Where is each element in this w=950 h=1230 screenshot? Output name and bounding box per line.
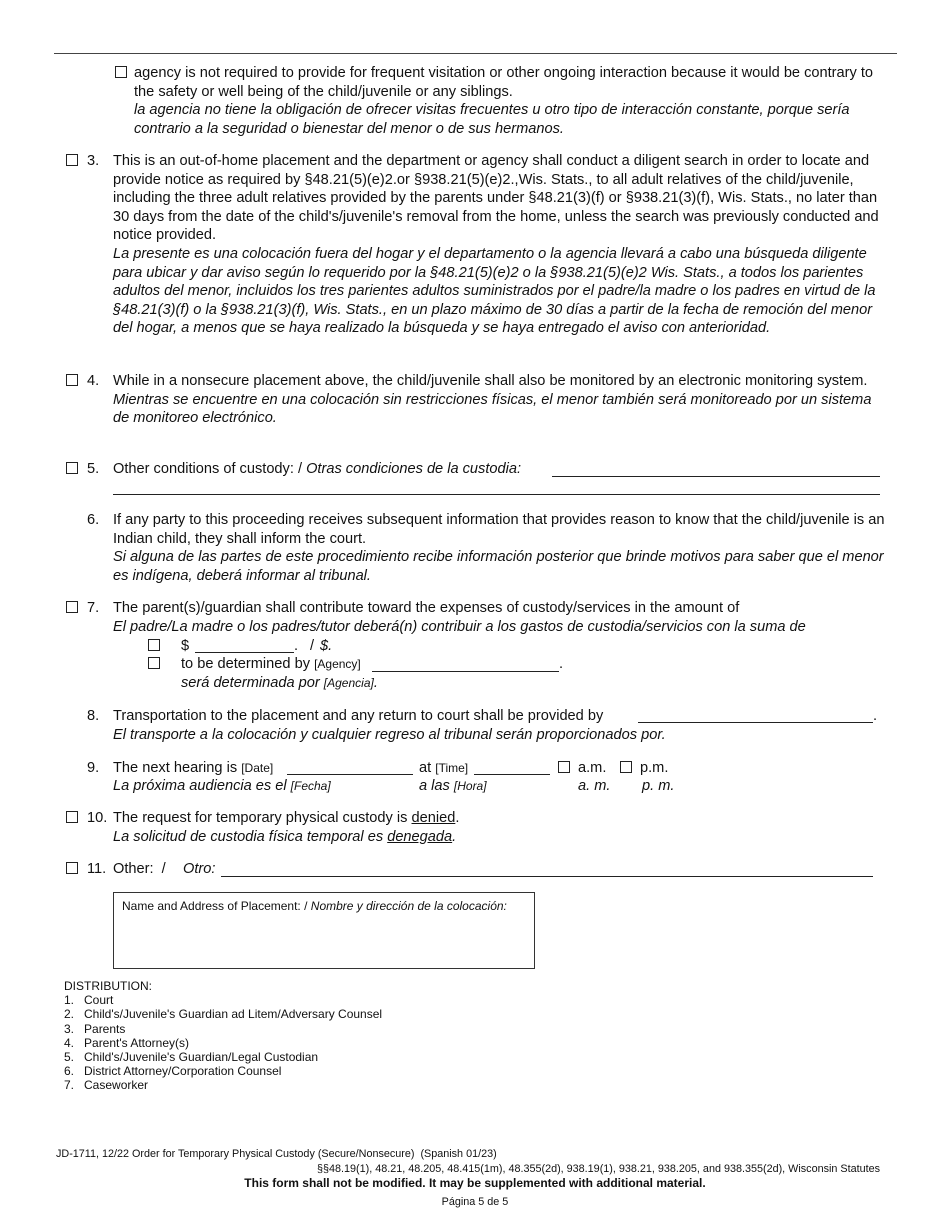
item-10-es-text: La solicitud de custodia física temporal es <box>113 829 384 845</box>
item-3-en: This is an out-of-home placement and the department or agency shall conduct a diligent search in order to locate and provide notice as required by §48.21(5)(e)2.or §938.21(5)(e)2.,Wis. Stats., to all adult relatives of the child/juvenile, including the three adult relatives provided by the parents under §48.21(3)(f) or §938.21(3)(f), Wis. Stats., no later than 30 days from the date of the child's/juvenile's removal from the home, unless the search was previously conducted and notice provided. <box>113 153 879 244</box>
item-6-number: 6. <box>87 512 100 528</box>
top-rule <box>54 53 897 54</box>
item-7-amount-checkbox[interactable] <box>148 639 160 651</box>
agency-visitation-es: la agencia no tiene la obligación de ofrecer visitas frecuentes u otro tipo de interacción constante, porque sería contrario a la seguridad o bienestar del menor o de sus hermanos. <box>134 102 850 137</box>
item-8-es: El transporte a la colocación y cualquier regreso al tribunal serán proporcionados por. <box>113 727 666 743</box>
item-4-es: Mientras se encuentre en una colocación sin restricciones físicas, el menor también será monitoreado por un sistema de monitoreo electrónico. <box>113 391 872 427</box>
item-7-text <box>113 599 893 636</box>
item-5-text <box>113 460 521 479</box>
item-11-field[interactable] <box>221 876 873 877</box>
footer-statutes: §§48.19(1), 48.21, 48.205, 48.415(1m), 48.355(2d), 938.19(1), 938.21, 938.205, and 938.355(2d), Wisconsin Statutes <box>316 1163 880 1175</box>
item-10-denied: denied <box>411 810 456 826</box>
item-4-number: 4. <box>87 373 100 389</box>
item-6-en: If any party to this proceeding receives subsequent information that provides reason to know that the child/juvenile is an Indian child, they shall inform the court. <box>113 512 885 547</box>
item-9-am-es: a. m. <box>578 778 611 794</box>
item-9-time-placeholder: [Time] <box>435 761 469 775</box>
placement-box-es: Nombre y dirección de la colocación: <box>310 899 507 913</box>
item-3-text <box>113 152 895 338</box>
distribution-item: 5. Child's/Juvenile's Guardian/Legal Custodian <box>64 1050 319 1065</box>
placement-box[interactable] <box>113 892 535 969</box>
item-10-en <box>113 809 459 828</box>
item-3-es: La presente es una colocación fuera del hogar y el departamento o la agencia llevará a cabo una búsqueda diligente para ubicar y dar aviso según lo requerido por la §48.21(5)(e)2 o la §938.21(5)(e)2 Wis. Stats., a todos los parientes adultos del menor, incluidos los tres parientes adultos suministrados por el padre/la madre o los padres en virtud de la §48.21(3)(f) o la §938.21(3)(f), Wis. Stats., en un plazo máximo de 30 días a partir de la fecha de remoción del menor del hogar, a menos que se haya realizado la búsqueda y se haya entregado el aviso con anterioridad. <box>113 245 876 337</box>
distribution-item: 7. Caseworker <box>64 1078 149 1093</box>
item-7-agency-es-period: . <box>373 675 378 691</box>
distribution-title: DISTRIBUTION: <box>64 979 153 993</box>
item-8-en: Transportation to the placement and any return to court shall be provided by <box>113 708 604 724</box>
item-11-en: Other: / <box>113 861 166 877</box>
item-7-number: 7. <box>87 600 100 616</box>
item-11-number: 11. <box>87 861 107 877</box>
item-11-checkbox[interactable] <box>66 862 78 874</box>
item-7-agency-field[interactable] <box>372 671 559 672</box>
item-9-at <box>419 759 468 778</box>
item-7-es: El padre/La madre o los padres/tutor deberá(n) contribuir a los gastos de custodia/servicios con la suma de <box>113 618 806 635</box>
agency-visitation-text <box>134 64 894 138</box>
item-10-es-period: . <box>452 829 457 845</box>
item-9-label: The next hearing is <box>113 760 238 776</box>
distribution-item: 4. Parent's Attorney(s) <box>64 1035 190 1050</box>
item-7-amount-field[interactable] <box>195 652 294 653</box>
item-9-pm-es: p. m. <box>642 778 675 794</box>
item-9-alas-label: a las <box>419 778 450 794</box>
item-9-time-field[interactable] <box>474 774 550 775</box>
item-9-number: 9. <box>87 760 100 776</box>
item-9-date-field[interactable] <box>287 774 413 775</box>
item-9-pm-checkbox[interactable] <box>620 761 632 773</box>
item-4-text <box>113 372 883 428</box>
item-7-agency-label: to be determined by <box>181 656 310 672</box>
item-10-es <box>113 828 456 847</box>
item-9-en <box>113 759 273 778</box>
footer-notice: This form shall not be modified. It may be supplemented with additional material. <box>244 1176 706 1190</box>
item-7-agency-period: . <box>559 656 564 672</box>
placement-box-label <box>122 897 507 916</box>
item-9-alas <box>419 777 487 796</box>
item-5-en: Other conditions of custody: / <box>113 461 303 477</box>
item-7-agency-placeholder: [Agency] <box>314 657 361 671</box>
item-6-es: Si alguna de las partes de este procedimiento recibe información posterior que brinde motivos para saber que el menor es indígena, deberá informar al tribunal. <box>113 549 884 584</box>
item-9-am-checkbox[interactable] <box>558 761 570 773</box>
item-9-fecha-placeholder: [Fecha] <box>290 779 331 793</box>
item-7-amount-slash: / <box>310 638 315 654</box>
item-7-en: The parent(s)/guardian shall contribute toward the expenses of custody/services in the amount of <box>113 600 740 616</box>
item-9-pm-label: p.m. <box>640 760 669 776</box>
item-10-denegada: denegada <box>387 829 453 845</box>
item-10-en-text: The request for temporary physical custody is <box>113 810 408 826</box>
item-10-number: 10. <box>87 810 108 826</box>
item-7-agency-es-label: será determinada por <box>181 675 320 691</box>
item-8-period: . <box>873 708 878 724</box>
distribution-item: 2. Child's/Juvenile's Guardian ad Litem/Adversary Counsel <box>64 1007 383 1022</box>
item-5-checkbox[interactable] <box>66 462 78 474</box>
item-7-agency-checkbox[interactable] <box>148 657 160 669</box>
item-9-am-label: a.m. <box>578 760 607 776</box>
item-9-date-placeholder: [Date] <box>241 761 274 775</box>
item-3-checkbox[interactable] <box>66 154 78 166</box>
item-7-agency-en <box>181 655 361 674</box>
item-5-field-line-1[interactable] <box>552 476 880 477</box>
item-8-field[interactable] <box>638 722 873 723</box>
item-9-at-label: at <box>419 760 432 776</box>
placement-box-en: Name and Address of Placement: / <box>122 899 308 913</box>
item-10-en-period: . <box>455 810 460 826</box>
item-6-text <box>113 511 903 585</box>
distribution-item: 6. District Attorney/Corporation Counsel <box>64 1064 282 1079</box>
agency-visitation-checkbox[interactable] <box>115 66 127 78</box>
distribution-item: 1. Court <box>64 993 114 1008</box>
item-7-checkbox[interactable] <box>66 601 78 613</box>
item-5-number: 5. <box>87 461 100 477</box>
item-5-field-line-2[interactable] <box>113 494 880 495</box>
item-9-es <box>113 777 331 796</box>
item-8-number: 8. <box>87 708 100 724</box>
item-5-es: Otras condiciones de la custodia: <box>306 461 522 477</box>
item-7-amount-period: . <box>294 638 299 654</box>
item-9-es-label: La próxima audiencia es el <box>113 778 287 794</box>
item-9-hora-placeholder: [Hora] <box>453 779 487 793</box>
item-7-dollar-sign: $ <box>181 638 190 654</box>
distribution-item: 3. Parents <box>64 1021 126 1036</box>
item-4-checkbox[interactable] <box>66 374 78 386</box>
item-11-es: Otro: <box>183 861 216 877</box>
distribution-list <box>64 979 382 1093</box>
item-3-number: 3. <box>87 153 100 169</box>
footer-form-id: JD-1711, 12/22 Order for Temporary Physical Custody (Secure/Nonsecure) (Spanish 01/23) <box>56 1148 497 1160</box>
item-7-amount-es: $. <box>320 638 333 654</box>
item-4-en: While in a nonsecure placement above, the child/juvenile shall also be monitored by an electronic monitoring system. <box>113 373 868 389</box>
item-7-agencia-placeholder: [Agencia] <box>323 676 374 690</box>
item-10-checkbox[interactable] <box>66 811 78 823</box>
footer-page-number: Página 5 de 5 <box>441 1196 509 1208</box>
item-7-agency-es <box>181 674 378 693</box>
agency-visitation-en: agency is not required to provide for frequent visitation or other ongoing interaction because it would be contrary to the safety or well being of the child/juvenile or any siblings. <box>134 65 874 100</box>
